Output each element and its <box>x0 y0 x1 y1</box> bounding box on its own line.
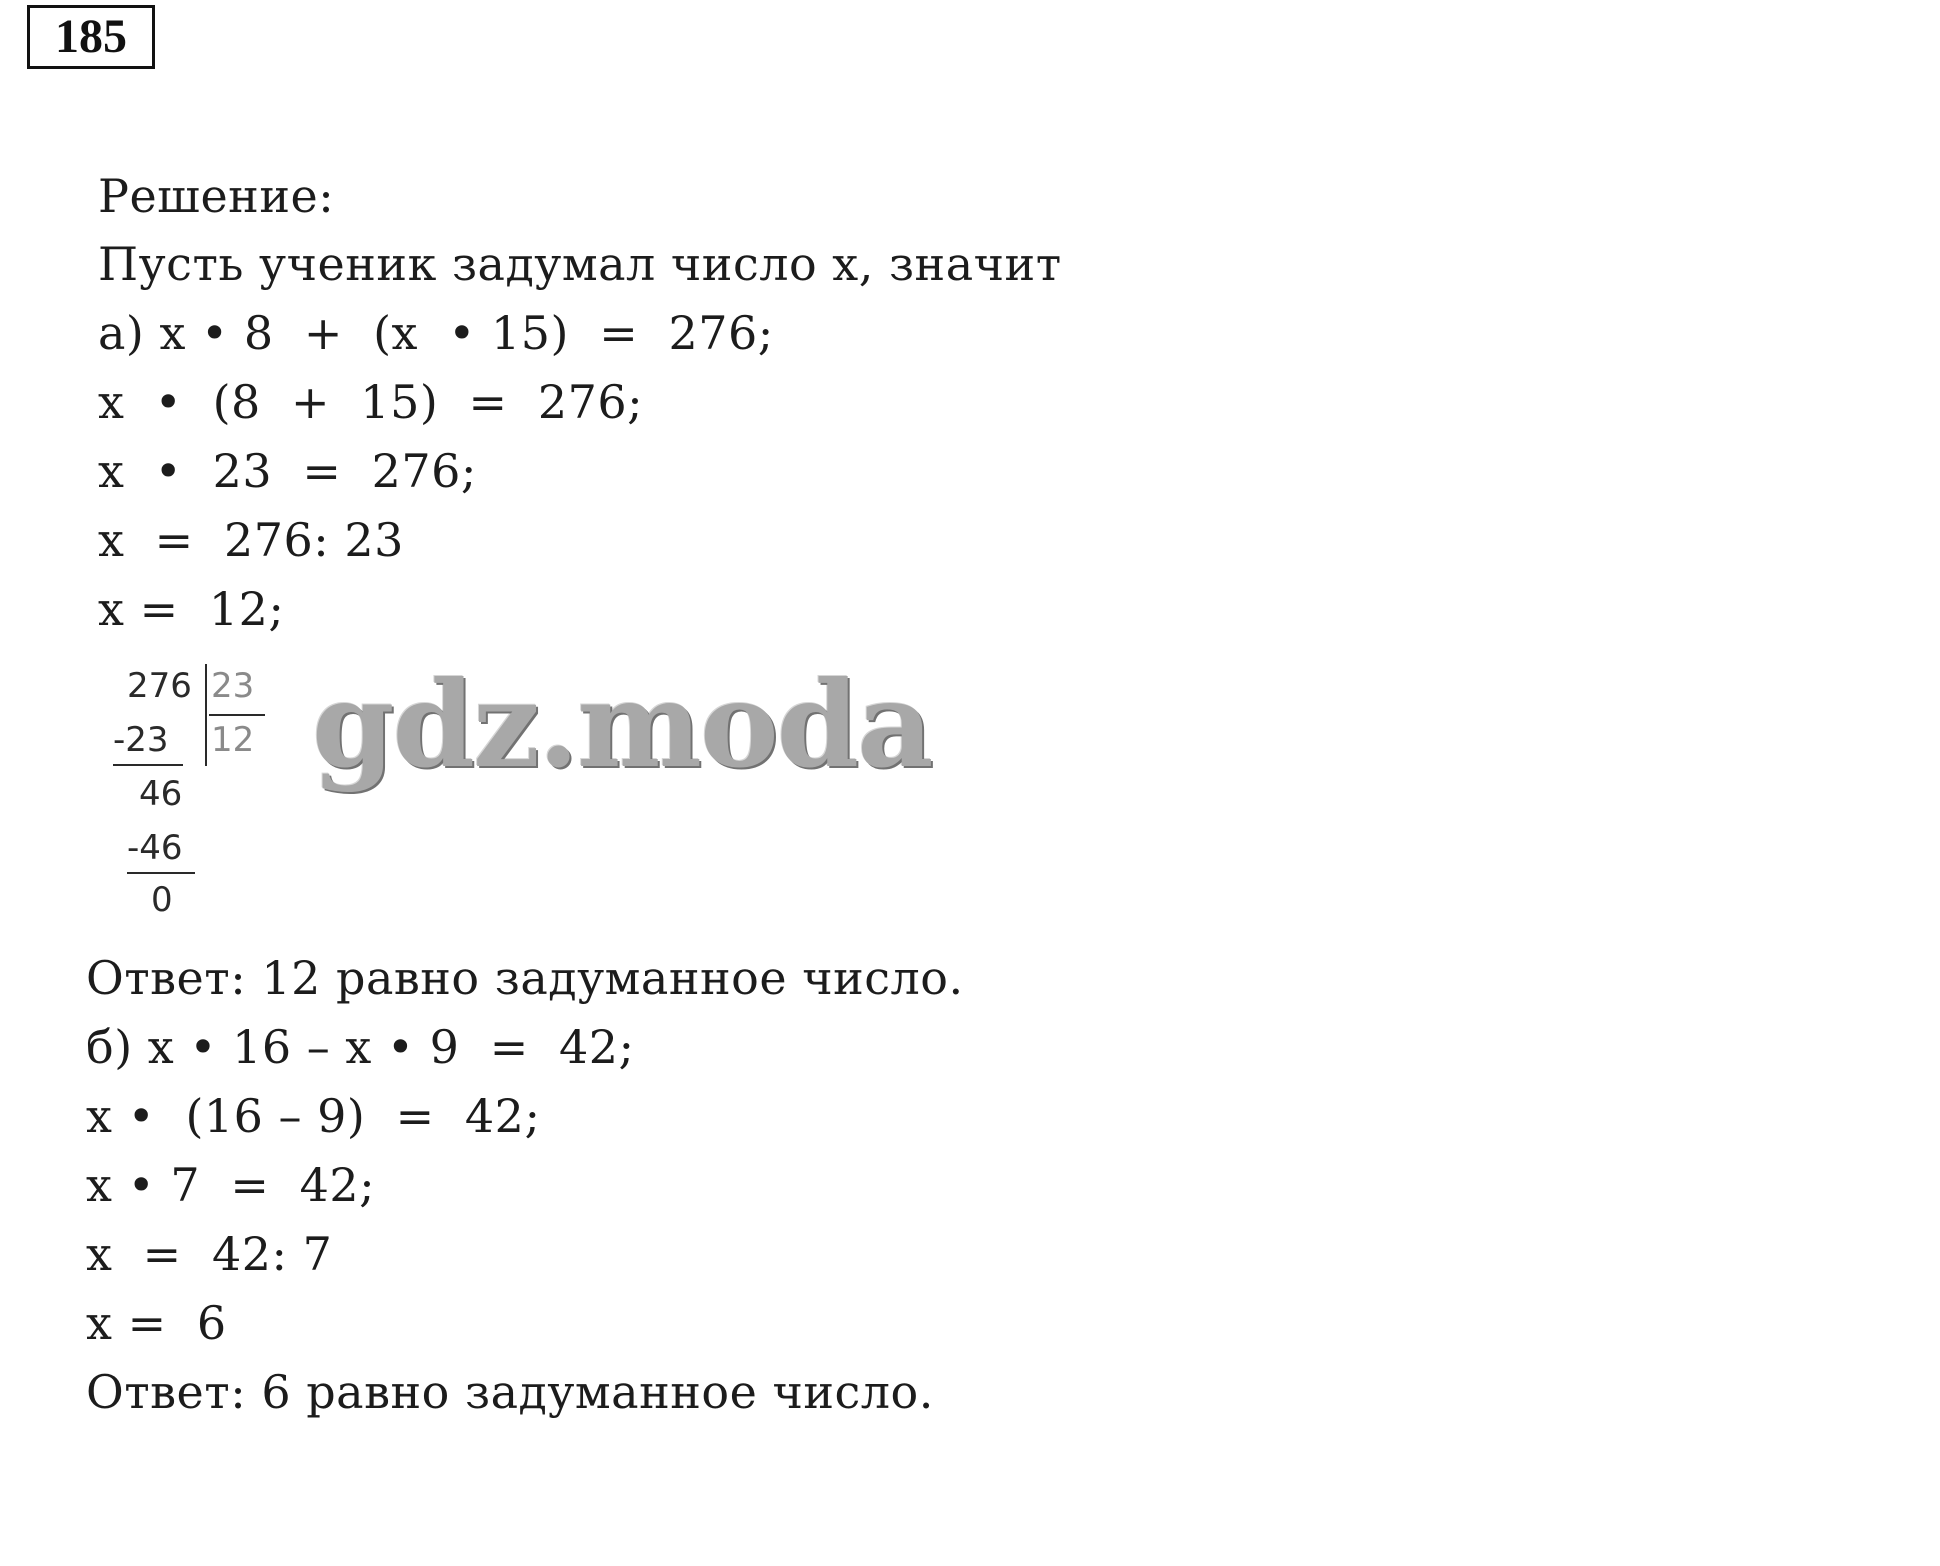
solution-heading: Решение: <box>98 169 335 223</box>
part-a-line-2: х • (8 + 15) = 276; <box>98 375 644 429</box>
ld-step1-subtract: -23 <box>113 720 169 760</box>
ld-final-remainder: 0 <box>151 880 173 920</box>
ld-dividend: 276 <box>127 666 192 706</box>
solution-intro: Пусть ученик задумал число х, значит <box>98 237 1062 291</box>
long-division <box>105 662 275 922</box>
part-b-line-3: х • 7 = 42; <box>86 1158 376 1212</box>
watermark: gdz.moda <box>312 655 932 794</box>
part-b-line-5: х = 6 <box>86 1296 227 1350</box>
part-b-line-1: б) х • 16 – х • 9 = 42; <box>86 1020 635 1074</box>
part-a-line-1: а) х • 8 + (х • 15) = 276; <box>98 306 774 360</box>
part-b-line-4: х = 42: 7 <box>86 1227 333 1281</box>
ld-step2-rule <box>127 872 195 874</box>
part-b-line-2: х • (16 – 9) = 42; <box>86 1089 541 1143</box>
part-a-answer: Ответ: 12 равно задуманное число. <box>86 951 964 1005</box>
ld-step1-rule <box>113 764 183 766</box>
ld-divider-vertical <box>205 664 207 766</box>
part-a-line-5: х = 12; <box>98 582 285 636</box>
ld-divisor: 23 <box>211 666 255 706</box>
part-a-line-3: х • 23 = 276; <box>98 444 477 498</box>
ld-step1-remainder: 46 <box>139 774 183 814</box>
task-number-box: 185 <box>27 5 155 69</box>
part-a-line-4: х = 276: 23 <box>98 513 404 567</box>
ld-quotient: 12 <box>211 720 255 760</box>
ld-divisor-underline <box>209 714 265 716</box>
ld-step2-subtract: -46 <box>127 828 183 868</box>
part-b-answer: Ответ: 6 равно задуманное число. <box>86 1365 934 1419</box>
